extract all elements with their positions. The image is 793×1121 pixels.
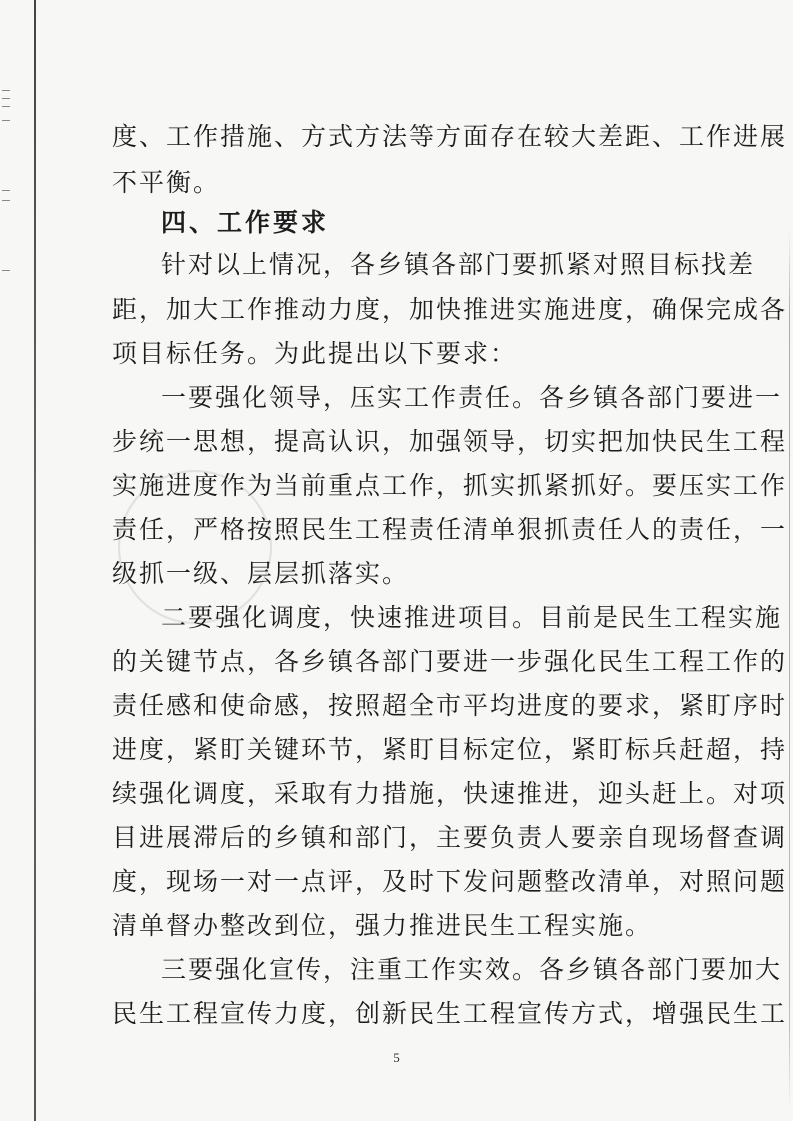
text-line: 目进展滞后的乡镇和部门，主要负责人要亲自现场督查调 [112,823,788,852]
text-line: 的关键节点，各乡镇各部门要进一步强化民生工程工作的 [112,647,788,676]
paragraph-first-line: 三要强化宣传，注重工作实效。各乡镇各部门要加大 [161,955,783,984]
text-line: 民生工程宣传力度，创新民生工程宣传方式，增强民生工 [112,999,788,1028]
scan-marks [2,90,12,290]
paragraph-first-line: 针对以上情况，各乡镇各部门要抓紧对照目标找差 [161,250,756,279]
text-line: 度、工作措施、方式方法等方面存在较大差距、工作进展 [112,122,788,151]
text-line: 实施进度作为当前重点工作，抓实抓紧抓好。要压实工作 [112,471,788,500]
text-line: 度，现场一对一点评，及时下发问题整改清单，对照问题 [112,867,788,896]
text-line: 进度，紧盯关键环节，紧盯目标定位，紧盯标兵赶超，持 [112,735,788,764]
binding-line [34,0,36,1121]
text-line: 责任，严格按照民生工程责任清单狠抓责任人的责任，一 [112,515,788,544]
text-line: 项目标任务。为此提出以下要求： [112,339,518,368]
paragraph-first-line: 二要强化调度，快速推进项目。目前是民生工程实施 [161,603,783,632]
paragraph-first-line: 一要强化领导，压实工作责任。各乡镇各部门要进一 [161,383,783,412]
text-line: 责任感和使命感，按照超全市平均进度的要求，紧盯序时 [112,691,788,720]
page-number: 5 [393,1050,400,1065]
text-line: 续强化调度，采取有力措施，快速推进，迎头赶上。对项 [112,779,788,808]
text-line: 级抓一级、层层抓落实。 [112,559,410,588]
text-line: 距，加大工作推动力度，加快推进实施进度，确保完成各 [112,295,788,324]
text-line: 不平衡。 [112,168,221,197]
text-line: 步统一思想，提高认识，加强领导，切实把加快民生工程 [112,427,788,456]
text-line: 清单督办整改到位，强力推进民生工程实施。 [112,911,653,940]
section-heading: 四、工作要求 [161,208,330,237]
page-edge [789,230,790,1110]
